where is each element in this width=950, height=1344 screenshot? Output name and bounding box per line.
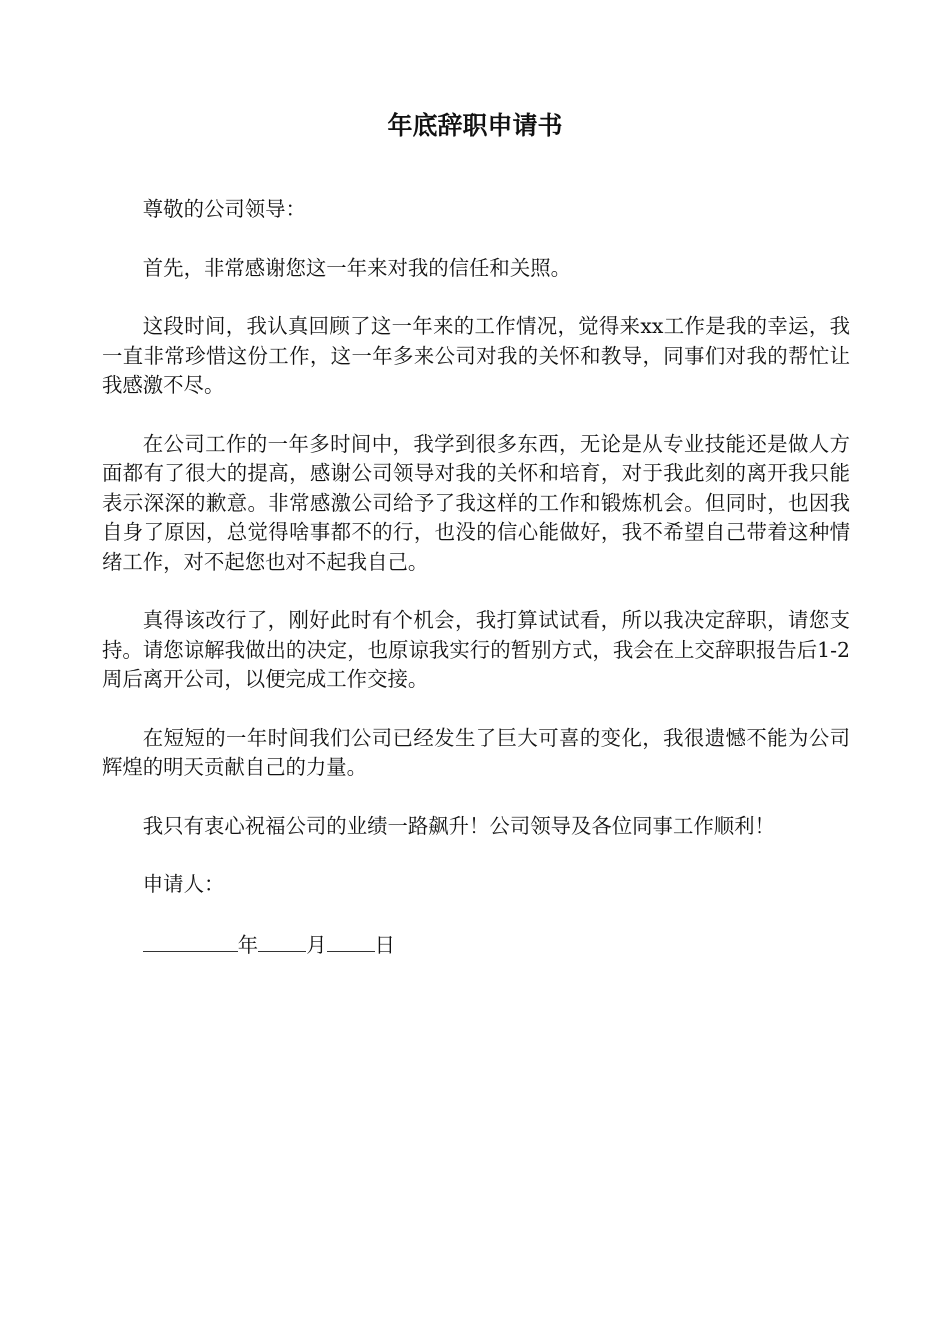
month-label: 月	[306, 932, 327, 957]
paragraph-1: 首先，非常感谢您这一年来对我的信任和关照。	[142, 255, 571, 280]
document-title: 年底辞职申请书	[387, 111, 563, 140]
paragraph-5: 在短短的一年时间我们公司已经发生了巨大可喜的变化，我很遗憾不能为公司辉煌的明天贡献自己的力量。	[102, 725, 850, 779]
year-blank	[143, 929, 238, 952]
date-line	[102, 929, 850, 961]
paragraph-3: 在公司工作的一年多时间中，我学到很多东西，无论是从专业技能还是做人方面都有了很大的提高，感谢公司领导对我的关怀和培育，对于我此刻的离开我只能表示深深的歉意。非常感激公司给予了我这样的工作和锻炼机会。但同时，也因我自身了原因，总觉得啥事都不的行，也没的信心能做好，我不希望自己带着这种情绪工作，对不起您也对不起我自己。	[102, 431, 850, 574]
year-label: 年	[237, 932, 259, 957]
applicant-label: 申请人：	[142, 872, 225, 896]
day-blank	[327, 929, 375, 952]
paragraph-4: 真得该改行了，刚好此时有个机会，我打算试试看，所以我决定辞职，请您支持。请您谅解我做出的决定，也原谅我实行的暂别方式，我会在上交辞职报告后1-2周后离开公司，以便完成工作交接。	[102, 608, 850, 691]
letter-body	[102, 195, 850, 960]
paragraph-6: 我只有衷心祝福公司的业绩一路飙升！公司领导及各位同事工作顺利！	[142, 813, 775, 838]
salutation: 尊敬的公司领导：	[142, 197, 306, 221]
day-label: 日	[374, 932, 395, 957]
month-blank	[258, 929, 306, 952]
paragraph-2: 这段时间，我认真回顾了这一年来的工作情况，觉得来xx工作是我的幸运，我一直非常珍惜这份工作，这一年多来公司对我的关怀和教导，同事们对我的帮忙让我感激不尽。	[102, 314, 850, 397]
